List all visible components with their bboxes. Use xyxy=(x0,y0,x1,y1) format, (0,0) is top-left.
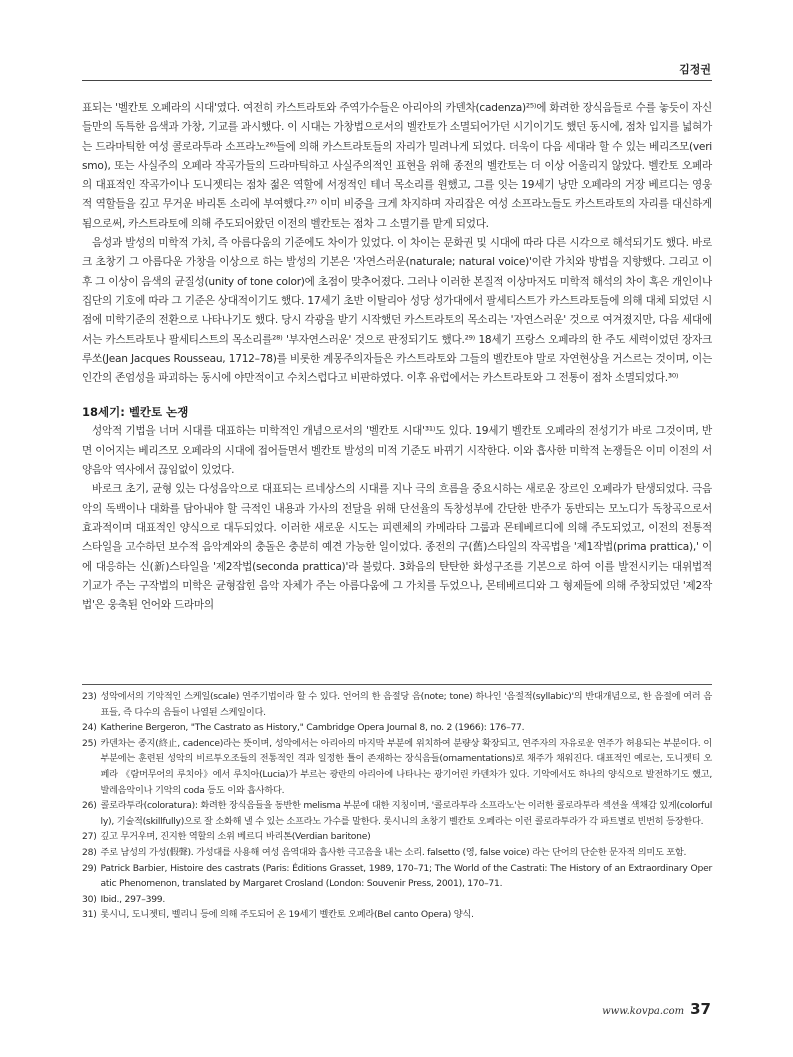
footnote-text: Patrick Barbier, Histoire des castrats (Paris: Éditions Grasset, 1989, 170–71; The World of the Castrati: The History of an Extraordinary Operatic Phenomenon, translated by Margaret Crosland (London: Souvenir Press, 2001), 170–71. xyxy=(100,862,712,890)
footnote xyxy=(82,736,712,798)
footnote-number: 25) xyxy=(82,737,97,749)
footnote xyxy=(82,892,712,908)
page-number: 37 xyxy=(690,1000,711,1018)
footnote-number: 29) xyxy=(82,862,97,874)
footnote-number: 30) xyxy=(82,893,97,905)
running-header-author: 김정권 xyxy=(679,63,711,76)
footnote-text: 주로 남성의 가성(假聲). 가성대를 사용해 여성 음역대와 흡사한 극고음을 내는 소리. falsetto (영, false voice) 라는 단어의 단순한 문자적 의미도 포함. xyxy=(100,846,687,858)
footnote-text: Ibid., 297–399. xyxy=(100,893,166,905)
footnote xyxy=(82,845,712,861)
footnote-number: 26) xyxy=(82,800,97,812)
footnote-number: 31) xyxy=(82,909,97,921)
footnote-text: 카덴차는 종지(終止, cadence)라는 뜻이며, 성악에서는 아리아의 마지막 부분에 위치하여 분량상 확장되고, 연주자의 자유로운 연주가 허용되는 부분이다. 이 부분에는 훈련된 성악의 비르투오조들의 전통적인 격과 일정한 틀이 존재하는 장식음들(ornamentations)로 채주가 채워진다. 대표적인 예로는, 도니젯티 오페라 《람머무어의 루치아》에서 루치아(Lucia)가 부르는 광란의 아리아에 나타나는 광기어린 카덴차가 있다. 기악에서도 하나의 양식으로 발전하기도 했고, 발레음악이나 기악의 coda 등도 이와 흡사하다. xyxy=(100,737,712,796)
body-paragraph: 표되는 '벨칸토 오페라의 시대'였다. 여전히 카스트라토와 주역가수들은 아리아의 카덴차(cadenza)²⁵⁾에 화려한 장식음들로 수를 놓듯이 자신들만의 독특한 음색과 가창, 기교를 과시했다. 이 시대는 가창법으로서의 벨칸토가 소멸되어가던 시기이기도 했던 동시에, 점차 입지를 넓혀가는 드라마틱한 여성 콜로라투라 소프라노²⁶⁾들에 의해 카스트라토들의 자리가 밀려나게 되었다. 더욱이 다음 세대라 할 수 있는 베리즈모(verismo), 또는 사실주의 오페라 작곡가들의 드라마틱하고 사실주의적인 표현을 위해 종전의 벨칸토는 더 이상 어울리지 않았다. 벨칸토 오페라의 대표적인 작곡가이나 도니젯티는 점차 젊은 역할에 서정적인 테너 목소리를 원했고, 그를 잇는 19세기 낭만 오페라의 거장 베르디는 영웅적 역할들을 깊고 무거운 바리톤 소리에 부여했다.²⁷⁾ 이미 비중을 크게 차지하며 자리잡은 여성 소프라노들도 카스트라토의 자리를 대신하게 됨으로써, 카스트라토에 의해 주도되어왔던 이전의 벨칸토는 점차 그 소멸기를 맡게 되었다. xyxy=(82,102,712,230)
body-paragraph: 음성과 발성의 미학적 가치, 즉 아름다움의 기준에도 차이가 있었다. 이 차이는 문화권 및 시대에 따라 다른 시각으로 해석되기도 했다. 바로크 초창기 그 아름다운 가창을 이상으로 하는 발성의 기본은 '자연스러운(naturale; natural voice)'이란 가치와 방법을 지향했다. 그리고 이후 그 이상이 음색의 균질성(unity of tone color)에 초점이 맞추어졌다. 그러나 이러한 본질적 이상마저도 미학적 해석의 차이 혹은 개인이나 집단의 기호에 따라 그 기준은 상대적이기도 했다. 17세기 초반 이탈리아 성당 성가대에서 팔세티스트가 카스트라토들에 의해 대체 되었던 시점에 미학기준의 전환으로 나타나기도 했다. 당시 각광을 받기 시작했던 카스트라토의 목소리는 '자연스러운' 것으로 여겨졌지만, 다음 세대에서는 카스트라토나 팔세티스트의 목소리를²⁸⁾ '부자연스러운' 것으로 판정되기도 했다.²⁹⁾ 18세기 프랑스 오페라의 한 주도 세력이었던 장자크 루쏘(Jean Jacques Rousseau, 1712–78)를 비롯한 계몽주의자들은 카스트라토와 그들의 벨칸토야 말로 자연현상을 거스르는 것이며, 이는 인간의 존엄성을 파괴하는 동시에 야만적이고 수치스럽다고 비판하였다. 이후 유럽에서는 카스트라토와 그 전통이 점차 소멸되었다.³⁰⁾ xyxy=(82,237,712,385)
section-heading: 18세기: 벨칸토 논쟁 xyxy=(82,405,189,420)
footnote-number: 28) xyxy=(82,846,97,858)
footnote-number: 27) xyxy=(82,831,97,843)
footnote xyxy=(82,861,712,892)
footnote-text: 콜로라투라(coloratura): 화려한 장식음들을 동반한 melisma 부분에 대한 지칭이며, '콜로라투라 소프라노'는 이러한 콜로라투라 섹션을 색채감 있게(colorfully), 기술적(skillfully)으로 잘 소화해 낼 수 있는 소프라노 가수를 말한다. 롯시니의 초창기 벨칸토 오페라는 이런 콜로라투라가 각 파트별로 빈번히 등장한다. xyxy=(100,800,713,827)
footnotes xyxy=(82,689,712,923)
footnote-rule xyxy=(82,684,712,685)
footnote-text: 깊고 무거우며, 진지한 역할의 소위 베르디 바리톤(Verdian baritone) xyxy=(100,831,371,843)
footnote-text: Katherine Bergeron, "The Castrato as History," Cambridge Opera Journal 8, no. 2 (1966): 176–77. xyxy=(100,722,525,734)
page-footer xyxy=(602,1000,711,1018)
main-body xyxy=(82,99,712,615)
footnote xyxy=(82,829,712,845)
body-paragraph: 성악적 기법을 너머 시대를 대표하는 미학적인 개념으로서의 '벨칸토 시대'³¹⁾도 있다. 19세기 벨칸토 오페라의 전성기가 바로 그것이며, 반면 이어지는 베리즈모 오페라의 시대에 접어들면서 벨칸토 발성의 미적 기준도 바뀌기 시작한다. 이와 흡사한 미학적 논쟁들은 이미 이전의 서양음악 역사에서 끊임없이 있었다. xyxy=(82,425,712,477)
footer-url[interactable]: www.kovpa.com xyxy=(602,1006,685,1017)
footnote-text: 롯시니, 도니젯티, 벨리니 등에 의해 주도되어 온 19세기 벨칸토 오페라(Bel canto Opera) 양식. xyxy=(100,909,474,921)
body-paragraph: 바로크 초기, 균형 있는 다성음악으로 대표되는 르네상스의 시대를 지나 극의 흐름을 중요시하는 새로운 장르인 오페라가 탄생되었다. 극음악의 독백이나 대화를 담아내야 할 극적인 내용과 가사의 전달을 위해 단선율의 독창성부에 간단한 반주가 동반되는 모노디가 독창곡으로서 효과적이며 대표적인 양식으로 대두되었다. 이러한 새로운 시도는 피렌체의 카메라타 그룹과 몬테베르디에 의해 주도되었고, 이전의 전통적 스타일을 고수하던 보수적 음악계와의 충돌은 충분히 예견 가능한 일이었다. 종전의 구(舊)스타일의 작곡법을 '제1작법(prima prattica),' 이에 대응하는 신(新)스타일을 '제2작법(seconda prattica)'라 불렀다. 3화음의 탄탄한 화성구조를 기본으로 하여 이를 발전시키는 대위법적 기교가 주는 구작법의 미학은 균형잡힌 음악 자체가 주는 아름다움에 그 가치를 두었으나, 몬테베르디와 그 형제들에 의해 주창되었던 '제2작법'은 웅축된 언어와 드라마의 xyxy=(82,483,712,612)
header-rule xyxy=(82,80,712,81)
footnote xyxy=(82,689,712,720)
footnote xyxy=(82,720,712,736)
footnote xyxy=(82,798,712,829)
footnote xyxy=(82,907,712,923)
footnote-number: 24) xyxy=(82,722,97,734)
footnote-text: 성악에서의 기악적인 스케일(scale) 연주기법이라 할 수 있다. 언어의 한 음절당 음(note; tone) 하나인 '음절적(syllabic)'의 반대개념으로, 한 음절에 여러 음표들, 즉 다수의 음들이 나열된 스케일이다. xyxy=(100,691,712,718)
footnote-number: 23) xyxy=(82,691,97,702)
